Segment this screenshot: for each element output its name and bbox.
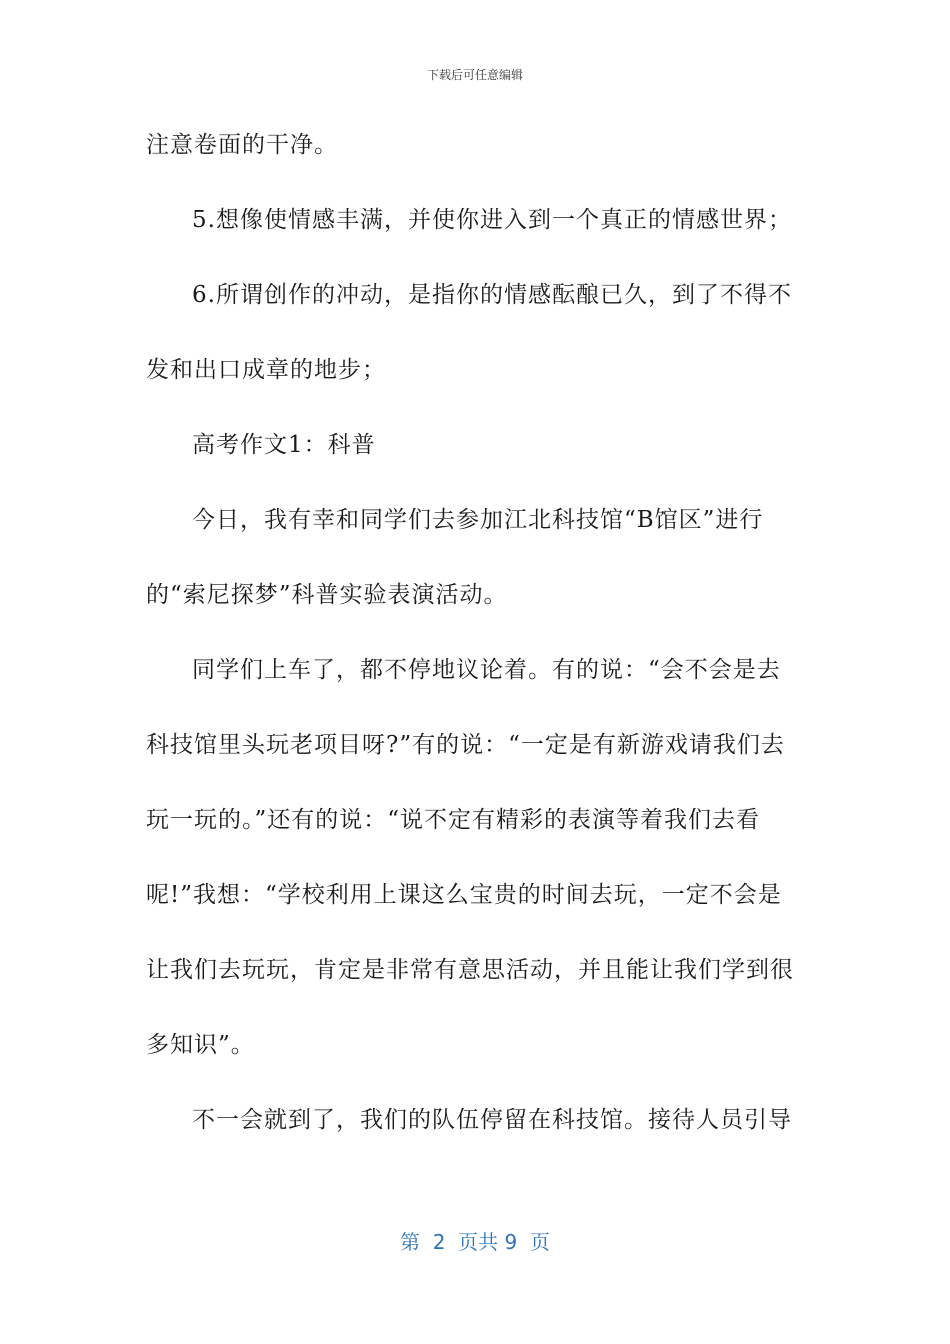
page-number-footer: 第 2 页共 9 页 <box>400 1230 550 1254</box>
body-line-9: 科技馆里头玩老项目呀?”有的说：“一定是有新游戏请我们去 <box>146 732 785 758</box>
body-line-4: 发和出口成章的地步； <box>146 357 386 383</box>
body-line-8: 同学们上车了，都不停地议论着。有的说：“会不会是去 <box>192 657 781 683</box>
body-line-3: 6.所谓创作的冲动，是指你的情感酝酿已久，到了不得不 <box>192 282 792 308</box>
body-line-14: 不一会就到了，我们的队伍停留在科技馆。接待人员引导 <box>192 1107 792 1133</box>
body-line-6: 今日，我有幸和同学们去参加江北科技馆“B馆区”进行 <box>192 507 764 533</box>
body-line-2: 5.想像使情感丰满，并使你进入到一个真正的情感世界； <box>192 207 792 233</box>
body-line-11: 呢!”我想：“学校利用上课这么宝贵的时间去玩，一定不会是 <box>146 882 782 908</box>
body-line-1: 注意卷面的干净。 <box>146 132 338 158</box>
body-line-10: 玩一玩的。”还有的说：“说不定有精彩的表演等着我们去看 <box>146 807 761 833</box>
body-line-12: 让我们去玩玩，肯定是非常有意思活动，并且能让我们学到很 <box>146 957 794 983</box>
body-line-13: 多知识”。 <box>146 1032 255 1058</box>
page-header: 下载后可任意编辑 <box>426 68 523 82</box>
essay-title: 高考作文1：科普 <box>192 432 376 458</box>
body-line-7: 的“索尼探梦”科普实验表演活动。 <box>146 582 508 608</box>
